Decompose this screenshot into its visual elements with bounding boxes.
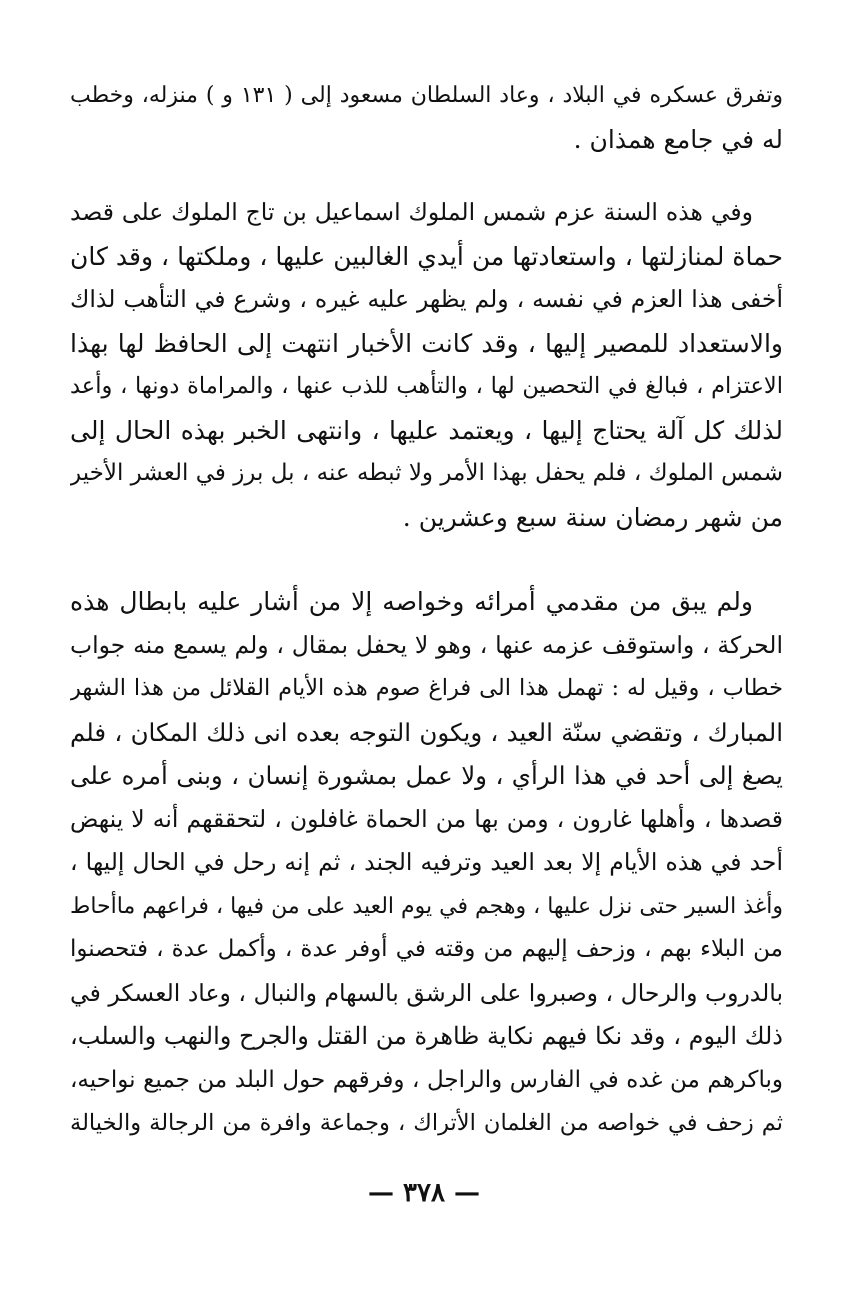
text-line: الاعتزام ، فبالغ في التحصين لها ، والتأهب للذب عنها ، والمراماة دونها ، وأعد xyxy=(70,373,783,399)
text-line: وتفرق عسكره في البلاد ، وعاد السلطان مسعود إلى ( ١٣١ و ) منزله، وخطب xyxy=(70,83,783,108)
text-line: ثم زحف في خواصه من الغلمان الأتراك ، وجماعة وافرة من الرجالة والخيالة xyxy=(70,1110,783,1136)
paragraph-1 xyxy=(70,74,783,161)
text-line: يصغ إلى أحد في هذا الرأي ، ولا عمل بمشورة إنسان ، وبنى أمره على xyxy=(70,761,783,790)
text-line: أحد في هذه الأيام إلا بعد العيد وترفيه الجند ، ثم إنه رحل في الحال إليها ، xyxy=(70,848,783,876)
page-number: — ٣٧٨ — xyxy=(367,1178,481,1208)
text-line: والاستعداد للمصير إليها ، وقد كانت الأخبار انتهت إلى الحافظ لها بهذا xyxy=(70,328,783,358)
text-line: له في جامع همذان . xyxy=(573,124,783,154)
text-line: من البلاء بهم ، وزحف إليهم من وقته في أوفر عدة ، وأكمل عدة ، فتحصنوا xyxy=(70,936,783,962)
text-line: وأغذ السير حتى نزل عليها ، وهجم في يوم العيد على من فيها ، فراعهم ماأحاط xyxy=(70,893,783,919)
text-line: خطاب ، وقيل له : تهمل هذا الى فراغ صوم هذه الأيام القلائل من هذا الشهر xyxy=(70,675,783,701)
text-line: وفي هذه السنة عزم شمس الملوك اسماعيل بن تاج الملوك على قصد xyxy=(70,198,753,226)
text-line: ذلك اليوم ، وقد نكا فيهم نكاية ظاهرة من القتل والجرح والنهب والسلب، xyxy=(70,1022,783,1050)
text-line: بالدروب والرحال ، وصبروا على الرشق بالسهام والنبال ، وعاد العسكر في xyxy=(70,978,783,1007)
paragraph-2 xyxy=(70,191,783,539)
text-line: من شهر رمضان سنة سبع وعشرين . xyxy=(402,502,783,532)
text-line: لذلك كل آلة يحتاج إليها ، ويعتمد عليها ، وانتهى الخبر بهذه الحال إلى xyxy=(70,415,783,445)
text-line: الحركة ، واستوقف عزمه عنها ، وهو لا يحفل بمقال ، ولم يسمع منه جواب xyxy=(70,630,783,659)
text-line: شمس الملوك ، فلم يحفل بهذا الأمر ولا ثبطه عنه ، بل برز في العشر الأخير xyxy=(70,460,783,486)
text-line: وباكرهم من غده في الفارس والراجل ، وفرقهم حول البلد من جميع نواحيه، xyxy=(70,1066,783,1093)
text-line: حماة لمنازلتها ، واستعادتها من أيدي الغالبين عليها ، وملكتها ، وقد كان xyxy=(70,241,783,271)
text-line: أخفى هذا العزم في نفسه ، ولم يظهر عليه غيره ، وشرع في التأهب لذاك xyxy=(70,285,783,313)
text-line: قصدها ، وأهلها غارون ، ومن بها من الحماة غافلون ، لتحققهم أنه لا ينهض xyxy=(70,804,783,833)
text-line: ولم يبق من مقدمي أمرائه وخواصه إلا من أشار عليه بابطال هذه xyxy=(70,587,753,616)
text-line: المبارك ، وتقضي سنّة العيد ، ويكون التوجه بعده انى ذلك المكان ، فلم xyxy=(70,717,783,747)
paragraph-3 xyxy=(70,580,783,1146)
